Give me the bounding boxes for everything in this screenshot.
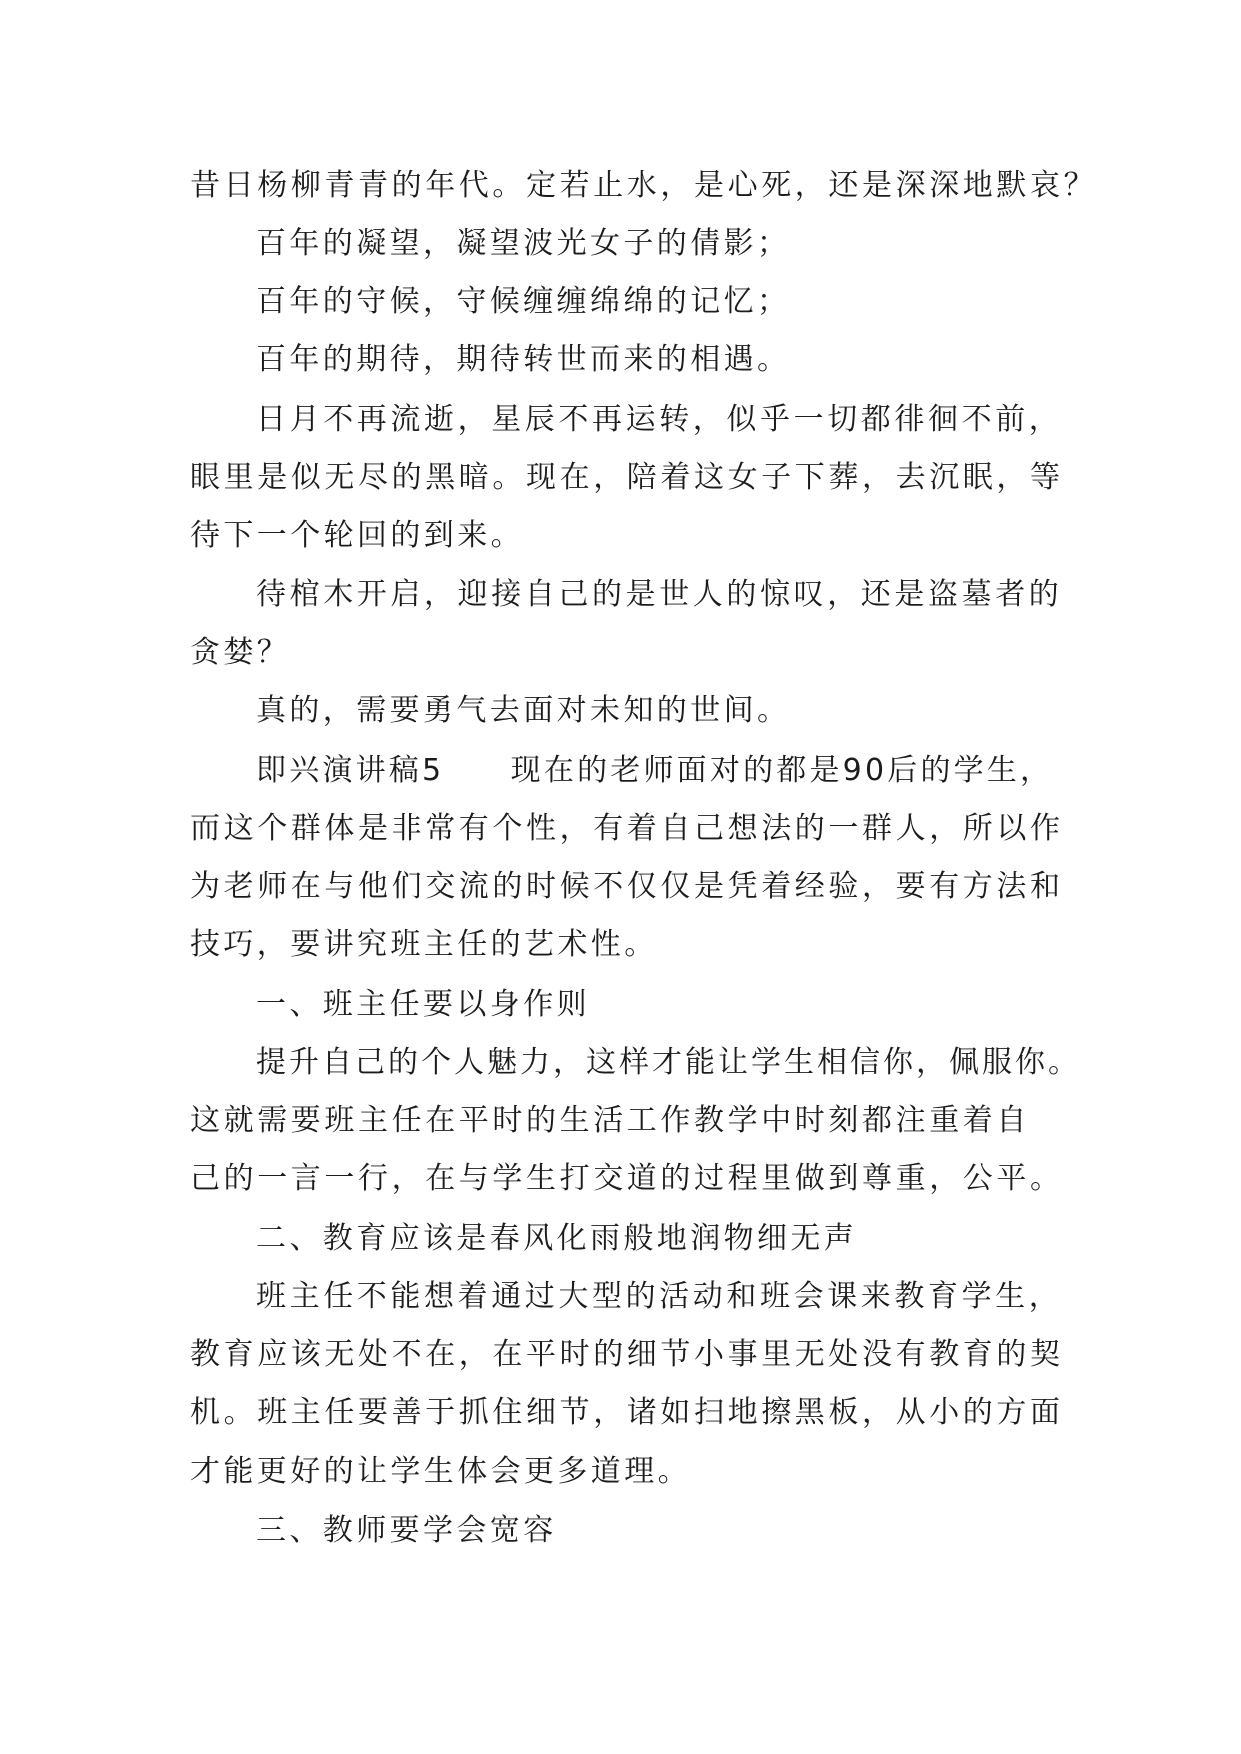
body-text-line: 真的，需要勇气去面对未知的世间。 [256,693,791,728]
section-title-line: 即兴演讲稿5 现在的老师面对的都是90后的学生， [256,753,1054,788]
body-text-line: 教育应该无处不在，在平时的细节小事里无处没有教育的契 [190,1337,1064,1372]
body-text-line: 为老师在与他们交流的时候不仅仅是凭着经验，要有方法和 [190,869,1064,904]
body-text-line: 待棺木开启，迎接自己的是世人的惊叹，还是盗墓者的 [256,577,1063,612]
body-text-line: 百年的期待，期待转世而来的相遇。 [256,342,791,377]
body-text-line: 这就需要班主任在平时的生活工作教学中时刻都注重着自 [190,1103,1030,1138]
body-text-line: 机。班主任要善于抓住细节，诸如扫地擦黑板，从小的方面 [190,1395,1064,1430]
body-text-line: 才能更好的让学生体会更多道理。 [190,1454,691,1489]
body-text-line: 贪婪？ [190,635,291,670]
body-text-line: 眼里是似无尽的黑暗。现在，陪着这女子下葬，去沉眠，等 [190,460,1064,495]
subheading-line: 三、教师要学会宽容 [256,1513,557,1548]
body-text-line: 百年的守候，守候缠缠绵绵的记忆； [256,284,791,319]
body-text-line: 班主任不能想着通过大型的活动和班会课来教育学生， [256,1279,1063,1314]
body-text-line: 待下一个轮回的到来。 [190,518,524,553]
body-text-line: 提升自己的个人魅力，这样才能让学生相信你，佩服你。 [256,1045,1081,1080]
subheading-line: 一、班主任要以身作则 [256,987,590,1022]
body-text-line: 而这个群体是非常有个性，有着自己想法的一群人，所以作 [190,811,1064,846]
body-text-line: 技巧，要讲究班主任的艺术性。 [190,927,658,962]
body-text-line: 己的一言一行，在与学生打交道的过程里做到尊重，公平。 [190,1161,1064,1196]
body-text-line: 昔日杨柳青青的年代。定若止水，是心死，还是深深地默哀？ [190,168,1098,203]
subheading-line: 二、教育应该是春风化雨般地润物细无声 [256,1221,858,1256]
body-text-line: 百年的凝望，凝望波光女子的倩影； [256,226,791,261]
body-text-line: 日月不再流逝，星辰不再运转，似乎一切都徘徊不前， [256,402,1063,437]
